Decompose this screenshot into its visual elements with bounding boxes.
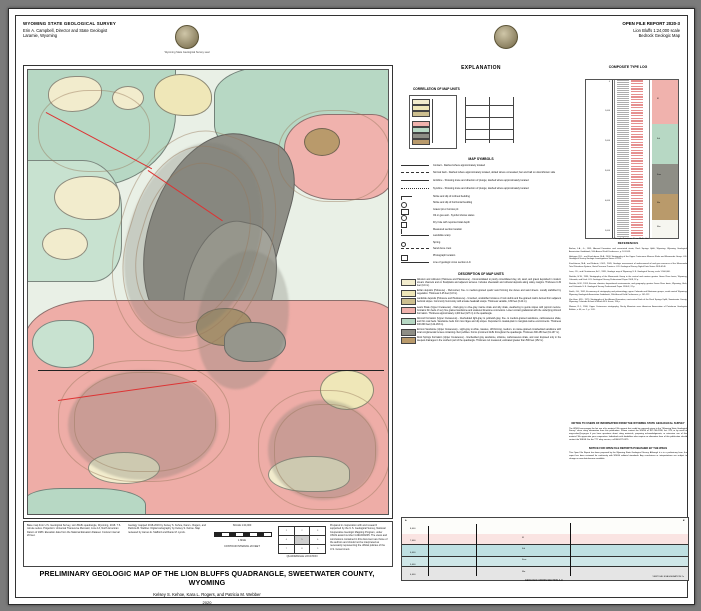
contour-interval: CONTOUR INTERVAL 20 FEET: [224, 544, 260, 548]
anticline-line-icon: [401, 180, 429, 184]
correlation-axis: [432, 99, 433, 143]
correlation-swatch-qls: [412, 111, 430, 117]
xs-left-label: A: [405, 520, 407, 522]
correlation-columns: [459, 95, 531, 147]
director-name: Erin A. Campbell, Director and State Geologist: [23, 28, 108, 33]
log-unit-label: Kmv: [657, 174, 661, 176]
header-right: [520, 21, 680, 38]
unit-description: Alluvium and colluvium (Holocene and Pleistocene) - Unconsolidated to poorly consolidated clay, silt, sand, and gravel deposited in modern stream channels and on floodplains and adjacent terraces. Includes sheetwash and colluvial deposits along valley margins. Thickness 0-30 feet (0-9 m).: [417, 279, 561, 288]
header-left: [23, 21, 173, 38]
corr-hline: [465, 139, 513, 140]
depth-tick: 5,000: [604, 230, 610, 232]
symbol-label: Measured section location: [433, 227, 463, 231]
composite-well-name: Champlin Petroleum 1 Lion Bluffs Unit: [613, 238, 649, 240]
unit-description: Ericson Sandstone (Upper Cretaceous) - Light-gray to white, massive, cliff-forming, medium- to coarse-grained crossbedded sandstone with local conglomeratic lenses containing chert pebbles. Forms prominent bluffs throughout the quadrangle. Thickness 300-450 feet (91-137 m).: [417, 328, 561, 334]
log-band-kmr: [652, 220, 678, 238]
symbol-label: Strike and dip of inclined bedding: [433, 194, 470, 198]
symbol-row-measured-section: [401, 227, 561, 234]
symbol-label: Contact - Dashed where approximately located: [433, 164, 485, 167]
geo-unit-kal-southwest: [32, 320, 94, 368]
xs-well-1: [428, 526, 429, 576]
xs-layer-kl: [402, 534, 688, 544]
unit-description: Almond Formation (Upper Cretaceous) - Interbedded light-gray to yellowish-gray, fine- to medium-grained sandstone, carbonaceous shale, and thin coal beds. Sandstone beds form low ridges and dip slopes. Deposited in coastal-plain to marginal-marine environments. Thickness 400-600 feet (122-183 m).: [417, 317, 561, 326]
corr-vline: [513, 97, 514, 143]
unit-descriptions: [401, 279, 561, 343]
disclaimer-text: The WSGS encourages the fair use of its material. We request that credit be expressly given to the "Wyoming State Geological Survey" when citing information from this publication. Please contact the WSGS at 307-766-2286, ext. 224, or by email at wsgs.sales@wyo.gov if you have questions about citing materials, preparing acknowledgments, or extensive use of this material. We appreciate your cooperation. Individuals with disabilities who require an alternative form of this publication should contact the WSGS. For the TTY relay service, call 800-877-9975.: [569, 427, 687, 441]
correlation-chart: [409, 95, 457, 149]
quad-location-block: [276, 524, 328, 558]
symbol-row-gravel-pit: [401, 207, 561, 214]
unit-swatch-qls: [401, 298, 416, 305]
log-band-kbr: [652, 194, 678, 221]
index-cell: 7: [279, 545, 295, 554]
xs-unit-label: Kmv: [522, 559, 527, 561]
funding-credit: Prepared in cooperation with and research supported by the U.S. Geological Survey, National Cooperative Geologic Mapping Program, under USGS award number G19AC00245. The views and conclusions contained in this document are those of the authors and should not be interpreted as necessarily representing the official policies of the U.S. Government.: [330, 524, 388, 551]
index-cell: 9: [310, 545, 326, 554]
xs-unit-label: Kl: [522, 537, 524, 539]
syncline-line-icon: [401, 188, 429, 192]
map-sheet: [8, 8, 695, 605]
unit-description: Lewis Shale (Upper Cretaceous) - Dark-gray to olive-gray marine shale and silty shale, weathering to gentle slopes with popcorn texture. Contains thin beds of very fine grained sandstone and scattered limestone concretions. Lower contact gradational with the underlying Almond Formation. Thickness approximately 1,400 feet (427 m) in the quadrangle.: [417, 306, 561, 315]
symbol-label: Normal fault - Dashed where approximately located, dotted where concealed; bar and ball on downthrown side: [433, 170, 556, 174]
xs-contact-line: [402, 544, 688, 545]
references-title: REFERENCES: [617, 241, 639, 245]
xs-layer-surface: [402, 518, 688, 534]
cross-section-trace: [38, 370, 384, 371]
symbol-label: Line of geologic cross section A-A': [433, 260, 471, 264]
symbol-row-sand-dune: [401, 246, 561, 253]
xs-elev-tick: 4,000: [410, 574, 416, 576]
geo-unit-qa-center: [54, 176, 120, 220]
gamma-ray-curve: [617, 80, 629, 238]
xs-well-3: [570, 523, 571, 576]
reference-entry: Smith, J.H., 1961, A summary of stratigraphy and paleontology, upper Colorado and Montanan groups, south-central Wyoming: Wyoming Geological Association Guidebook, 16th Annual Field Conference, p. 101-112.: [569, 290, 687, 296]
map-symbols-list: [401, 163, 561, 266]
strike-dip-icon: [401, 196, 412, 200]
symbol-row-syncline: [401, 186, 561, 194]
cross-section-caption: GEOLOGIC CROSS SECTION A-A': [524, 579, 564, 582]
log-unit-label: Kl: [657, 98, 659, 100]
map-symbols-title: MAP SYMBOLS: [468, 157, 494, 161]
symbol-row-photo-point: [401, 253, 561, 260]
unit-description: Eolian deposits (Holocene) - Well-sorted, fine- to medium-grained quartz sand forming low dunes and sand sheets. Locally stabilized by vegetation. Thickness 0-25 feet (0-8 m).: [417, 290, 561, 296]
landslide-scarp-icon: [401, 235, 429, 239]
reference-entry: Love, J.D., and Christiansen, A.C., 1985, Geologic map of Wyoming: U.S. Geological Survey, scale 1:500,000.: [569, 270, 671, 273]
base-map-credit: Base map from U.S. Geological Survey, Lion Bluffs quadrangle, Wyoming, 2018. 7.5-minute series. Projection: Universal Transverse Mercator, zone 13, North American Datum of 1983. Elevation data from the National Elevation Dataset. Contour interval 20 feet.: [27, 524, 121, 538]
explanation-column: [401, 65, 561, 345]
reference-entry: Roehler, H.W., 1993, Eocene climates, depositional environments, and geography, greater Green River basin, Wyoming, Utah, and Colorado: U.S. Geological Survey Professional Paper 1506-F, 74 p.: [569, 283, 687, 289]
xs-unit-label: Kal: [522, 548, 526, 550]
references-block: [569, 241, 687, 314]
fault-line-icon: [401, 172, 429, 176]
scale-label: SCALE 1:24,000: [232, 524, 252, 527]
scale-bar-units: 1 MILE: [238, 539, 246, 543]
reference-entry: Van Horn, M.D., 1979, Stratigraphy of the Almond Formation, east-central flank of the Rock Springs Uplift, Sweetwater County, Wyoming: Colorado School of Mines M.S. thesis, 150 p.: [569, 298, 687, 304]
unit-row-qe: [401, 290, 561, 296]
geology-credit: Geology mapped 2018-2019 by Kelsey S. Kehoe, Kara L. Rogers, and Patricia M. Webber. Digital cartography by Kelsey S. Kehoe. Map reviewed by James E. Stafford and Ranie M. Lynds.: [128, 524, 206, 534]
quad-location-label: QUADRANGLE LOCATION: [286, 555, 318, 558]
cross-section-line-icon: [401, 262, 429, 266]
symbol-row-anticline: [401, 178, 561, 186]
symbol-row-strike-dip: [401, 194, 561, 201]
contour-line: [38, 90, 150, 172]
index-cell: 2: [294, 527, 310, 536]
symbol-label: Syncline - Showing trace and direction of plunge; dashed where approximately located: [433, 186, 529, 190]
unit-swatch-kl: [401, 307, 416, 314]
seal-caption: Wyoming State Geological Survey seal: [164, 51, 210, 54]
corr-hline: [465, 105, 513, 106]
symbol-row-cross-section: [401, 260, 561, 267]
corr-hline: [465, 129, 513, 130]
quad-scale: Lion Bluffs 1:24,000 scale: [633, 28, 680, 33]
log-unit-label: Kal: [657, 138, 660, 140]
survey-seal-icon: [494, 25, 518, 49]
depth-tick: 2,000: [604, 140, 610, 142]
unit-row-qa: [401, 279, 561, 288]
unit-swatch-qe: [401, 290, 416, 297]
geo-unit-qe-northeast: [154, 74, 212, 116]
symbol-label: Landslide scarp: [433, 234, 451, 238]
correlation-title: CORRELATION OF MAP UNITS: [413, 87, 460, 91]
composite-log-chart: [585, 79, 679, 239]
symbol-label: Strike and dip of horizontal bedding: [433, 201, 473, 205]
reference-entry: Barlow, J.A., Jr., 1961, Almond Formation and associated strata, Rock Springs Uplift, Wyoming: Wyoming Geological Association Guidebook, 16th Annual Field Conference, p. 101-108.: [569, 248, 687, 253]
depth-tick: 0: [608, 81, 610, 83]
map-frame: [27, 69, 389, 515]
reference-entry: Weimer, R.J., 1960, Upper Cretaceous stratigraphy, Rocky Mountain area: American Association of Petroleum Geologists Bulletin, v. 44, no. 1, p. 1-20.: [569, 306, 687, 312]
xs-well-2: [476, 524, 477, 576]
unit-row-kmv: [401, 329, 561, 335]
symbol-row-dry-hole: [401, 220, 561, 227]
geologic-map[interactable]: [23, 65, 393, 519]
contour-line: [278, 110, 389, 202]
log-unit-label: Kbr: [657, 202, 661, 204]
reference-entry: Roehler, H.W., 1990, Stratigraphy of the Mesaverde Group in the central and eastern greater Green River basin, Wyoming, Colorado, and Utah: U.S. Geological Survey Professional Paper 1508, 52 p.: [569, 275, 687, 281]
page-title: PRELIMINARY GEOLOGIC MAP OF THE LION BLUFFS QUADRANGLE, SWEETWATER COUNTY, WYOMING: [39, 569, 375, 587]
description-title: DESCRIPTION OF MAP UNITS: [458, 272, 504, 277]
geo-unit-kal-far-south: [27, 488, 146, 515]
depth-tick: 4,000: [604, 200, 610, 202]
log-unit-label: Kbx: [657, 226, 661, 228]
map-year: 2020: [202, 600, 212, 605]
xs-elev-tick: 5,000: [410, 564, 416, 566]
symbol-label: Photograph location: [433, 253, 456, 257]
wireline-log-track: [614, 80, 650, 238]
correlation-swatch-kbr: [412, 139, 430, 145]
index-cell: 8: [294, 545, 310, 554]
symbol-label: Sand dune crest: [433, 247, 452, 251]
unit-row-kl: [401, 307, 561, 316]
state-seal-icon: [175, 25, 199, 49]
depth-tick: 1,000: [604, 110, 610, 112]
unit-swatch-qa: [401, 279, 416, 286]
index-cell: 1: [279, 527, 295, 536]
unit-swatch-kbr: [401, 337, 416, 344]
map-title-block: [23, 569, 391, 605]
reference-entry: Kirschbaum, M.A., and Roberts, L.N.R., 2005, Geologic assessment of undiscovered oil and gas resources of the Mesaverde Total Petroleum System, Uinta-Piceance Province: U.S. Geological Survey Digital Data Series DDS-69-B.: [569, 263, 687, 269]
agency-name: WYOMING STATE GEOLOGICAL SURVEY: [23, 21, 116, 26]
report-number: OPEN FILE REPORT 2020-3: [622, 21, 680, 26]
xs-vertical-exaggeration: VERTICAL EXAGGERATION 2x: [652, 576, 684, 578]
preliminary-text: This Open File Report has been prepared by the Wyoming State Geological Survey. Although it is in a preliminary form, the report has been reviewed for conformity with WSGS editorial standards. Any conclusions or interpretations are subject to change as new data become available.: [569, 452, 687, 460]
reference-entry: Hettinger, R.D., and Kirschbaum, M.A., 2003, Stratigraphy of the Upper Cretaceous Mancos Shale and Mesaverde Group: U.S. Geological Survey Geologic Investigations Series I-2764.: [569, 255, 687, 261]
xs-unit-label: Kbr: [522, 571, 526, 573]
index-cell-current: 5: [294, 536, 310, 545]
symbol-label: Oil or gas well - Symbol shows status: [433, 214, 475, 218]
map-subject: Bedrock Geologic Map: [638, 33, 680, 38]
log-depth-axis: [612, 80, 613, 238]
symbol-row-horizontal-bedding: [401, 200, 561, 207]
contact-line-icon: [401, 165, 429, 169]
scale-bar: [214, 532, 270, 538]
xs-elev-tick: 8,000: [410, 528, 416, 530]
unit-row-kal: [401, 318, 561, 327]
map-credits-block: [23, 521, 393, 567]
symbol-row-oil-well: [401, 213, 561, 220]
symbol-label: Dry hole with reported total depth: [433, 220, 470, 224]
disclaimer-title: NOTICE TO USERS OF INFORMATION FROM THE WYOMING STATE GEOLOGICAL SURVEY: [571, 422, 685, 425]
corr-vline: [465, 97, 466, 143]
xs-elev-tick: 6,000: [410, 552, 416, 554]
symbol-row-spring: [401, 240, 561, 247]
sand-dune-icon: [401, 248, 429, 252]
xs-right-label: A': [682, 520, 685, 522]
unit-row-kbr: [401, 337, 561, 343]
symbol-row-fault: [401, 170, 561, 178]
symbol-row-contact: [401, 163, 561, 170]
unit-swatch-kal: [401, 318, 416, 325]
contour-line: [274, 404, 376, 498]
composite-log-column: [569, 65, 687, 69]
notices-block: [569, 417, 687, 461]
geo-unit-qa-west: [42, 228, 88, 260]
map-authors: Kelsey S. Kehoe, Kara L. Rogers, and Patricia M. Webber: [153, 592, 261, 597]
corr-hline: [465, 117, 513, 118]
preliminary-title: NOTICE FOR OPEN FILE REPORTS PUBLISHED BY THE WSGS: [588, 446, 668, 450]
unit-swatch-kmv: [401, 329, 416, 336]
log-band-kal: [652, 124, 678, 165]
xs-contact-line: [402, 556, 688, 557]
log-band-kl: [652, 80, 678, 125]
xs-layer-kal: [402, 544, 688, 556]
unit-description: Landslide deposits (Holocene and Pleistocene) - Unsorted, unstratified mixtures of rock debris and fine-grained matrix derived from adjacent bedrock slopes. Commonly hummocky with arcuate headwall scarps. Thickness variable, 0-80 feet (0-24 m).: [417, 298, 561, 304]
unit-description: Rock Springs Formation (Upper Cretaceous) - Interbedded gray sandstone, siltstone, carbonaceous shale, and coal. Exposed only in the deepest drainages in the southern part of the quadrangle. Thickness not measured; estimated greater than 500 feet (152 m).: [417, 337, 561, 342]
scale-block: [212, 524, 272, 548]
log-band-kmv: [652, 164, 678, 195]
corr-vline: [489, 97, 490, 143]
xs-elev-tick: 7,000: [410, 540, 416, 542]
symbol-label: Anticline - Showing trace and direction of plunge; dashed where approximately located: [433, 178, 529, 182]
xs-layer-kbr: [402, 566, 688, 580]
cross-section-diagram: [401, 517, 689, 581]
xs-contact-line: [402, 566, 688, 567]
xs-layer-kmv: [402, 556, 688, 566]
index-cell: 3: [310, 527, 326, 536]
resistivity-curve: [631, 80, 643, 238]
quadrangle-index: [278, 526, 326, 554]
unit-row-qls: [401, 298, 561, 304]
depth-tick: 3,000: [604, 170, 610, 172]
symbol-row-landslide-scarp: [401, 233, 561, 240]
symbol-label: Gravel pit or borrow pit: [433, 207, 459, 211]
symbol-label: Spring: [433, 240, 441, 244]
explanation-title: EXPLANATION: [461, 65, 501, 71]
index-cell: 6: [310, 536, 326, 545]
composite-title: COMPOSITE TYPE LOG: [608, 65, 648, 69]
index-cell: 4: [279, 536, 295, 545]
agency-location: Laramie, Wyoming: [23, 33, 58, 38]
